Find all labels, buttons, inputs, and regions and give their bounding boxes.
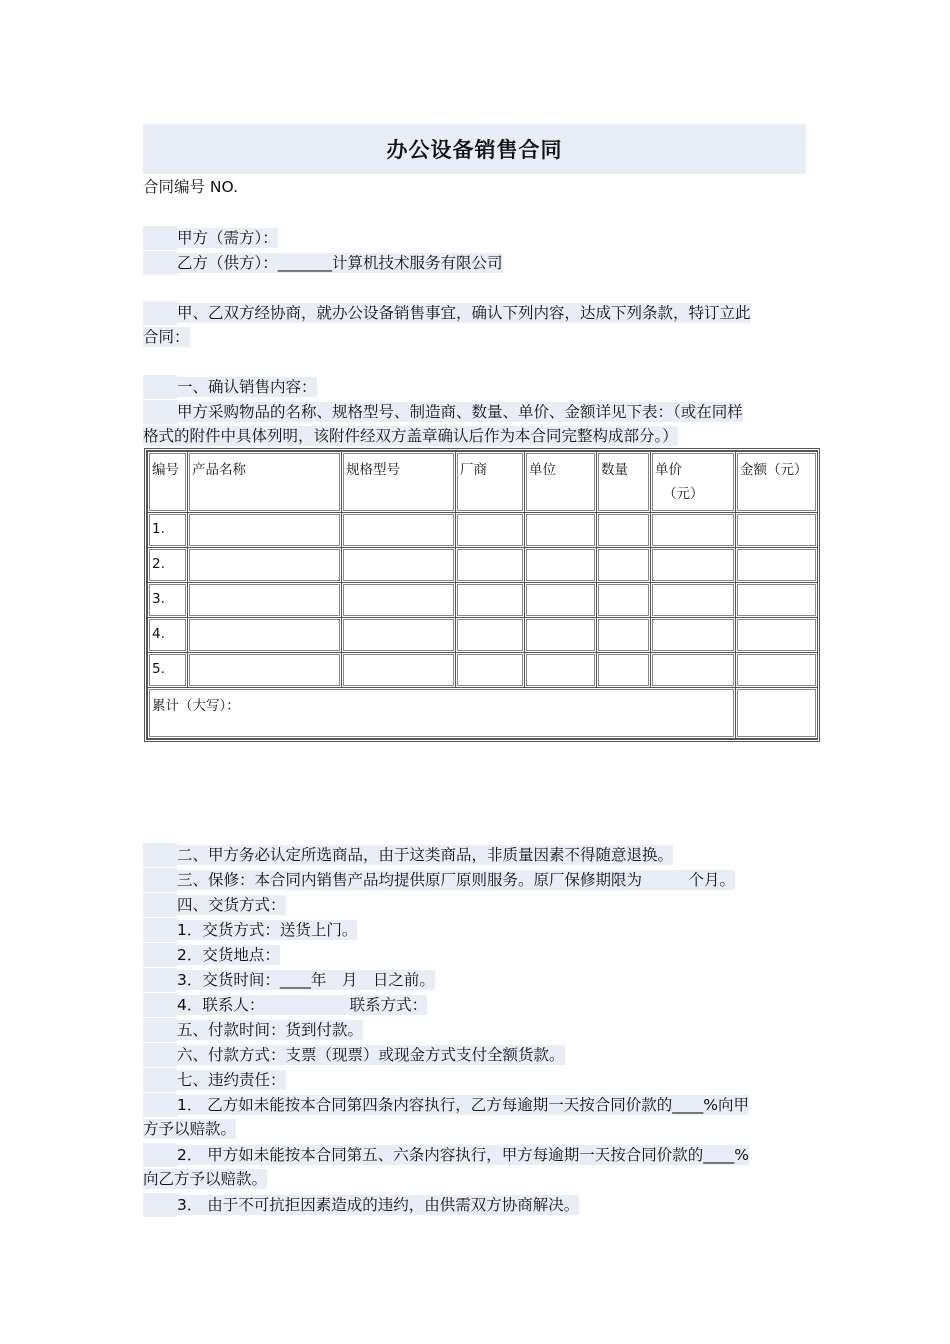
clause-7-2-cont: 向乙方予以赔款。 (143, 1170, 268, 1188)
clause-line (143, 993, 427, 1017)
row-number: 4. (148, 618, 188, 653)
header-cell: 金额（元） (736, 452, 818, 513)
table-cell[interactable] (651, 618, 736, 653)
row-number: 2. (148, 548, 188, 583)
table-cell[interactable] (342, 548, 456, 583)
clause-2: 二、甲方务必认定所选商品，由于这类商品，非质量因素不得随意退换。 (177, 846, 674, 864)
total-label: 累计（大写）： (152, 698, 240, 714)
table-cell[interactable] (188, 513, 342, 548)
table-cell[interactable] (736, 513, 818, 548)
section-1-title: 一、确认销售内容： (177, 378, 317, 396)
table-cell[interactable] (342, 618, 456, 653)
table-row (148, 513, 818, 548)
indent (143, 1068, 177, 1092)
row-number: 1. (148, 513, 188, 548)
table-cell[interactable] (188, 583, 342, 618)
table-cell[interactable] (597, 513, 651, 548)
intro-line-2 (143, 326, 190, 348)
row-number: 5. (148, 653, 188, 688)
document-title: 办公设备销售合同 (386, 138, 563, 162)
party-b: 乙方（供方）：_______计算机技术服务有限公司 (177, 254, 503, 272)
table-cell[interactable] (456, 653, 525, 688)
intro-line-1 (143, 301, 751, 325)
indent (143, 993, 177, 1017)
section-1-desc-line-2 (143, 425, 678, 447)
table-cell[interactable] (456, 583, 525, 618)
header-cell: 产品名称 (188, 452, 342, 513)
table-cell[interactable] (188, 618, 342, 653)
clause-5: 五、付款时间：货到付款。 (177, 1021, 364, 1039)
clause-line (143, 918, 357, 942)
table-cell[interactable] (456, 618, 525, 653)
header-cell (651, 452, 736, 513)
clause-6: 六、付款方式：支票（现票）或现金方式支付全额货款。 (177, 1046, 565, 1064)
party-b-line (143, 251, 503, 275)
header-cell: 数量 (597, 452, 651, 513)
indent (143, 1018, 177, 1042)
total-amount-cell[interactable] (736, 688, 818, 739)
indent (143, 301, 177, 325)
table-cell[interactable] (188, 653, 342, 688)
table-cell[interactable] (525, 618, 597, 653)
indent (143, 251, 177, 275)
clause-7-2: 2． 甲方如未能按本合同第五、六条内容执行，甲方每逾期一天按合同价款的____% (177, 1146, 750, 1164)
header-cell: 编号 (148, 452, 188, 513)
table-cell[interactable] (651, 548, 736, 583)
table-cell[interactable] (188, 548, 342, 583)
clause-line (143, 1093, 749, 1117)
section-1-desc-1: 甲方采购物品的名称、规格型号、制造商、数量、单价、金额详见下表：（或在同样 (177, 403, 743, 421)
contract-number: 合同编号 NO. (143, 178, 239, 196)
table-row (148, 653, 818, 688)
table-cell[interactable] (736, 653, 818, 688)
indent (143, 1093, 177, 1117)
clause-line (143, 1193, 579, 1217)
party-a: 甲方（需方）： (177, 229, 278, 247)
clause-line (143, 1143, 749, 1167)
clause-line (143, 1168, 267, 1190)
clause-7-3: 3． 由于不可抗拒因素造成的违约，由供需双方协商解决。 (177, 1196, 580, 1214)
clause-4-1: 1．交货方式：送货上门。 (177, 921, 358, 939)
title-bar (143, 124, 806, 174)
table-cell[interactable] (736, 583, 818, 618)
indent (143, 1143, 177, 1167)
header-unit-price: 单价 (655, 462, 682, 478)
table-row (148, 548, 818, 583)
clause-line (143, 893, 286, 917)
table-cell[interactable] (525, 583, 597, 618)
clause-7-1-cont: 方予以赔款。 (143, 1120, 237, 1138)
table-cell[interactable] (342, 653, 456, 688)
clause-line (143, 843, 673, 867)
indent (143, 968, 177, 992)
table-cell[interactable] (342, 513, 456, 548)
clause-3: 三、保修：本合同内销售产品均提供原厂原则服务。原厂保修期限为 个月。 (177, 871, 736, 889)
table-row (148, 583, 818, 618)
header-cell: 厂商 (456, 452, 525, 513)
table-header-row (148, 452, 818, 513)
table-cell[interactable] (651, 513, 736, 548)
indent (143, 843, 177, 867)
header-cell: 规格型号 (342, 452, 456, 513)
table-cell[interactable] (525, 653, 597, 688)
table-cell[interactable] (736, 618, 818, 653)
header-unit-price-sub: （元） (663, 486, 704, 502)
indent (143, 868, 177, 892)
contract-number-line (143, 176, 238, 198)
total-label-cell (148, 688, 736, 739)
table-cell[interactable] (456, 548, 525, 583)
clause-4-3: 3．交货时间：____年 月 日之前。 (177, 971, 435, 989)
clause-4-4: 4．联系人： 联系方式： (177, 996, 428, 1014)
indent (143, 1193, 177, 1217)
indent (143, 918, 177, 942)
indent (143, 1043, 177, 1067)
table-cell[interactable] (342, 583, 456, 618)
clause-line (143, 1043, 565, 1067)
table-cell[interactable] (525, 548, 597, 583)
table-cell[interactable] (525, 513, 597, 548)
clause-7: 七、违约责任： (177, 1071, 286, 1089)
clause-line (143, 868, 735, 892)
table-total-row (148, 688, 818, 739)
table-row (148, 618, 818, 653)
indent (143, 943, 177, 967)
clause-line (143, 1068, 286, 1092)
section-1-desc-line-1 (143, 400, 743, 424)
clause-line (143, 968, 435, 992)
table-cell[interactable] (456, 513, 525, 548)
section-1-desc-2: 格式的附件中具体列明，该附件经双方盖章确认后作为本合同完整构成部分。） (143, 427, 678, 445)
intro-text-2: 合同： (143, 328, 190, 346)
table-cell[interactable] (651, 583, 736, 618)
table-cell[interactable] (736, 548, 818, 583)
party-a-line (143, 226, 278, 250)
table-cell[interactable] (597, 653, 651, 688)
header-cell: 单位 (525, 452, 597, 513)
table-cell[interactable] (597, 583, 651, 618)
clause-line (143, 1118, 236, 1140)
row-number: 3. (148, 583, 188, 618)
clause-7-1: 1． 乙方如未能按本合同第四条内容执行，乙方每逾期一天按合同价款的____%向甲 (177, 1096, 750, 1114)
indent (143, 226, 177, 250)
section-1-title-line (143, 375, 317, 399)
table-cell[interactable] (597, 548, 651, 583)
clause-4-2: 2．交货地点： (177, 946, 280, 964)
indent (143, 893, 177, 917)
product-table (144, 448, 820, 742)
table-cell[interactable] (597, 618, 651, 653)
table-cell[interactable] (651, 653, 736, 688)
clause-line (143, 943, 280, 967)
clause-4: 四、交货方式： (177, 896, 286, 914)
indent (143, 400, 177, 424)
indent (143, 375, 177, 399)
clause-line (143, 1018, 363, 1042)
intro-text-1: 甲、乙双方经协商，就办公设备销售事宜，确认下列内容，达成下列条款，特订立此 (177, 304, 751, 322)
